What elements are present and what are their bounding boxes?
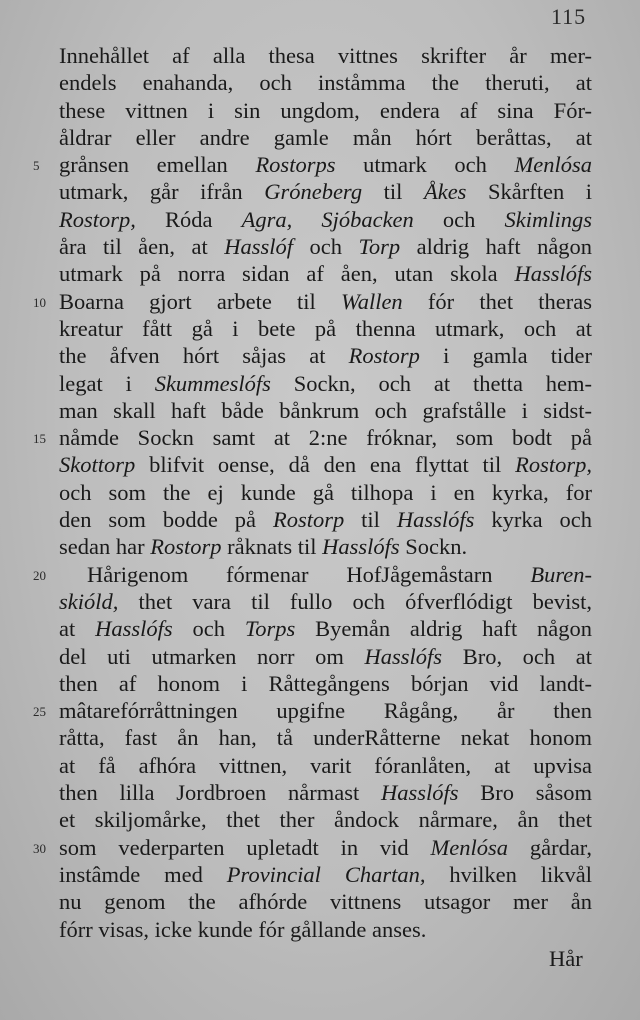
text-line	[59, 315, 592, 342]
line-number: 10	[33, 294, 46, 310]
line-text: och	[442, 206, 476, 232]
place-name: Rostorp	[348, 343, 420, 369]
line-text: grånsen emellan	[59, 152, 228, 178]
place-name: Menlósa	[430, 834, 509, 860]
line-text: hvilken likvål	[449, 861, 593, 887]
place-name: Rostorp,	[59, 206, 136, 232]
body-text	[33, 42, 593, 943]
line-text: som vederparten upletadt in vid	[59, 834, 409, 860]
line-text: den som bodde på	[59, 507, 257, 533]
line-text: Boarna gjort arbete til	[59, 288, 316, 314]
text-line	[59, 479, 592, 506]
line-text: Hårigenom fórmenar HofJågemåstarn	[87, 561, 493, 587]
line-text: Bro såsom	[480, 780, 593, 806]
text-line	[59, 806, 592, 833]
line-text: man skall haft både bånkrum och grafstålle i sidst-	[59, 397, 592, 423]
line-text: et skiljomårke, thet ther åndock nårmare, ån thet	[59, 807, 592, 833]
place-name: Hasslófs	[364, 643, 443, 669]
text-line	[33, 424, 592, 451]
place-name: Menlósa	[514, 152, 593, 178]
line-number: 25	[33, 704, 46, 720]
place-name: Skummeslófs	[154, 370, 271, 396]
document-title: Provincial Chartan,	[226, 861, 426, 887]
line-text: thet vara til fullo och ófverflódigt bevist,	[138, 588, 593, 614]
text-line	[59, 779, 592, 806]
text-line	[59, 124, 592, 151]
place-name: Wallen	[341, 288, 403, 314]
text-line	[33, 288, 593, 315]
place-name: Hasslófs	[95, 616, 173, 642]
line-text: til	[383, 179, 403, 205]
line-text: at få afhóra vittnen, varit fóranlåten, at upvisa	[59, 752, 592, 778]
line-text: åra til åen, at	[59, 234, 208, 260]
line-text: Róda	[165, 206, 213, 232]
line-text: then lilla Jordbroen nårmast	[59, 780, 360, 806]
line-text: nu genom the afhórde vittnens utsagor mer ån	[59, 889, 592, 915]
text-line	[59, 916, 592, 943]
place-name: Agra, Sjóbacken	[241, 206, 414, 232]
place-name: Torps	[244, 616, 296, 642]
text-line	[59, 42, 592, 69]
line-text: åldrar eller andre gamle mån hórt beråttas, at	[59, 124, 592, 150]
text-line	[33, 834, 593, 861]
text-line	[33, 151, 593, 178]
line-text: utmark, går ifrån	[59, 179, 243, 205]
line-text: Skårften i	[488, 179, 593, 205]
line-text: och	[192, 616, 225, 642]
line-text: kyrka och	[491, 507, 592, 533]
line-text: del uti utmarken norr om	[59, 643, 344, 669]
text-line	[59, 724, 592, 751]
line-text: legat i	[59, 370, 132, 396]
place-name: Hasslóf	[224, 234, 293, 260]
text-line	[59, 670, 592, 697]
text-line	[59, 342, 592, 369]
text-line	[59, 506, 592, 533]
place-name: Gróneberg	[264, 179, 363, 205]
line-number: 20	[33, 567, 46, 583]
line-text: fórr visas, icke kunde fór gållande anses.	[59, 916, 427, 942]
line-text: then af honom i Råttegångens bórjan vid landt-	[59, 670, 592, 696]
line-text: kreatur fått gå i bete på thenna utmark, och at	[59, 315, 592, 341]
line-text: blifvit oense, då den ena flyttat til	[149, 452, 502, 478]
line-text: Sockn, och at thetta hem-	[293, 370, 593, 396]
text-line	[59, 260, 592, 287]
person-name: Buren-	[530, 561, 592, 587]
text-line	[59, 533, 592, 560]
line-number: 5	[33, 158, 40, 174]
line-text: fór thet theras	[427, 288, 593, 314]
text-line	[33, 697, 592, 724]
text-line	[59, 69, 592, 96]
line-text: råknats til	[227, 534, 317, 560]
place-name: Rostorp,	[515, 452, 593, 478]
line-text: mâtarefórråttningen upgifne Rågång, år then	[59, 698, 592, 724]
line-text: instâmde med	[59, 861, 203, 887]
line-text: the åfven hórt såjas at	[59, 343, 326, 369]
place-name: Rostorps	[255, 152, 336, 178]
text-line	[59, 861, 592, 888]
place-name: Rostorp	[272, 507, 345, 533]
place-name: Rostorp	[150, 534, 222, 560]
text-line	[59, 588, 592, 615]
place-name: Hasslófs	[322, 534, 400, 560]
line-text: råtta, fast ån han, tå underRåtterne nekat honom	[59, 725, 592, 751]
place-name: Hasslófs	[380, 780, 459, 806]
text-line	[59, 233, 592, 260]
text-line	[59, 206, 592, 233]
text-line	[59, 397, 592, 424]
person-name: skióld,	[59, 588, 119, 614]
text-line	[59, 178, 592, 205]
line-text: gårdar,	[529, 834, 593, 860]
text-line	[59, 615, 592, 642]
line-text: Bro, och at	[462, 643, 593, 669]
text-line	[59, 370, 592, 397]
place-name: Hasslófs	[514, 261, 592, 287]
text-line	[59, 643, 592, 670]
line-text: nåmde Sockn samt at 2:ne fróknar, som bodt på	[59, 425, 592, 451]
catchword: Hår	[549, 946, 583, 971]
place-name: Åkes	[423, 179, 467, 205]
line-text: at	[59, 616, 76, 642]
text-line	[59, 451, 592, 478]
line-text: sedan har	[59, 534, 145, 560]
line-text: och	[309, 234, 342, 260]
page-number: 115	[551, 4, 587, 29]
line-text: Innehållet af alla thesa vittnes skrifter år mer-	[59, 43, 592, 68]
line-text: Sockn.	[405, 534, 468, 560]
place-name: Skimlings	[504, 206, 593, 232]
line-text: endels enahanda, och inståmma the theruti, at	[59, 70, 592, 96]
line-text: och som the ej kunde gå tilhopa i en kyrka, for	[59, 479, 592, 505]
line-text: aldrig haft någon	[416, 234, 593, 260]
line-text: utmark och	[363, 152, 487, 178]
place-name: Hasslófs	[396, 507, 475, 533]
line-text: Byemån aldrig haft någon	[315, 616, 593, 642]
text-line	[59, 888, 592, 915]
line-text: til	[361, 507, 380, 533]
line-text: these vittnen i sin ungdom, endera af sina Fór-	[59, 97, 592, 123]
line-number: 30	[33, 840, 46, 856]
place-name: Torp	[358, 234, 401, 260]
text-line	[33, 561, 592, 588]
line-text: i gamla tider	[443, 343, 592, 369]
text-line	[59, 752, 592, 779]
line-number: 15	[33, 431, 46, 447]
line-text: utmark på norra sidan af åen, utan skola	[59, 261, 498, 287]
text-line	[59, 97, 592, 124]
place-name: Skottorp	[59, 452, 136, 478]
